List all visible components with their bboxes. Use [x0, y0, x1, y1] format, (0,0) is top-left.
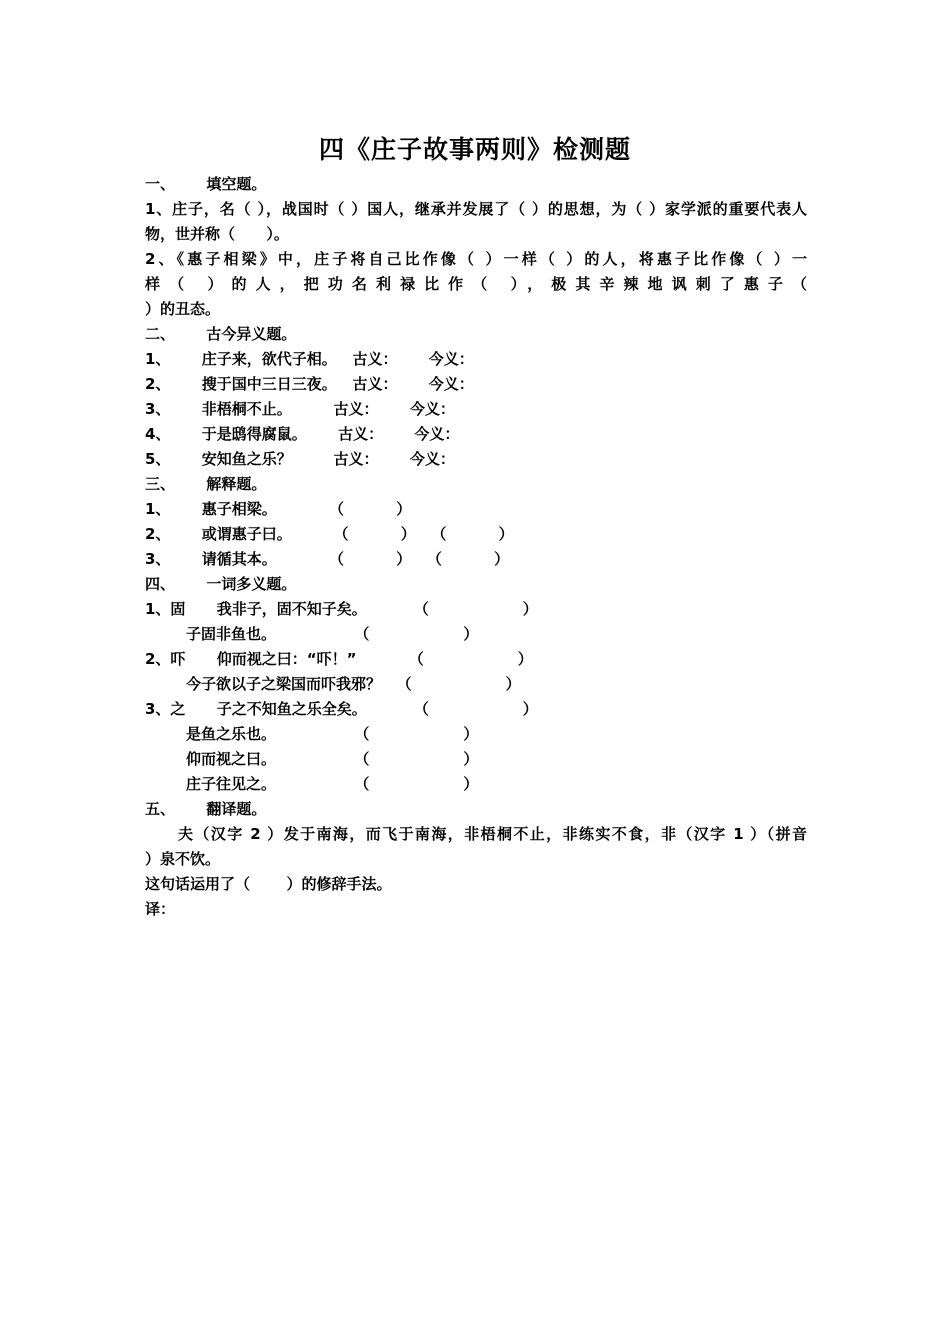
text-line: 二、 古今异义题。	[145, 325, 297, 343]
text-line: 译：	[145, 900, 176, 918]
text-line: 3、之 子之不知鱼之乐全矣。 （ ）	[145, 700, 538, 718]
text-line: 庄子往见之。 （ ）	[186, 775, 479, 793]
text-line: 五、 翻译题。	[145, 800, 267, 818]
text-line: 2、《惠子相梁》中，庄子将自己比作像（ ）一样（ ）的人，将惠子比作像（ ）一	[145, 250, 807, 268]
text-line: ）的丑态。	[145, 300, 221, 318]
text-line: 2、吓 仰而视之曰：“吓！” （ ）	[145, 650, 533, 668]
text-line: 1、 惠子相梁。 （ ）	[145, 500, 412, 518]
text-line: 2、 搜于国中三日三夜。 古义： 今义：	[145, 375, 474, 393]
text-line: 这句话运用了（ ）的修辞手法。	[145, 875, 392, 893]
text-line: 物，世并称（ ）。	[145, 225, 289, 243]
text-line: 一、 填空题。	[145, 175, 267, 193]
text-line: 仰而视之曰。 （ ）	[186, 750, 479, 768]
text-line: 1、 庄子来，欲代子相。 古义： 今义：	[145, 350, 474, 368]
text-line: 2、 或谓惠子曰。 （ ） （ ）	[145, 525, 514, 543]
text-line: 夫（汉字 2 ）发于南海，而飞于南海，非梧桐不止，非练实不食，非（汉字 1 ）（拼音	[178, 825, 807, 843]
text-line: ）泉不饮。	[145, 850, 221, 868]
text-line: 5、 安知鱼之乐？ 古义： 今义：	[145, 450, 455, 468]
text-line: 是鱼之乐也。 （ ）	[186, 725, 479, 743]
text-line: 4、 于是鸱得腐鼠。 古义： 今义：	[145, 425, 460, 443]
text-line: 1、固 我非子，固不知子矣。 （ ）	[145, 600, 538, 618]
text-line: 三、 解释题。	[145, 475, 267, 493]
document-body	[145, 172, 807, 922]
text-line: 四、 一词多义题。	[145, 575, 297, 593]
document-title: 四《庄子故事两则》检测题	[318, 135, 631, 164]
text-line: 1、庄子，名（ ），战国时（ ）国人，继承并发展了（ ）的思想，为（ ）家学派的重要代表人	[145, 200, 807, 218]
text-line: 子固非鱼也。 （ ）	[186, 625, 479, 643]
text-line: 今子欲以子之梁国而吓我邪？ （ ）	[186, 675, 521, 693]
text-line: 样（ ）的人，把功名利禄比作（ ），极其辛辣地讽刺了惠子（	[145, 275, 807, 293]
text-line: 3、 非梧桐不止。 古义： 今义：	[145, 400, 455, 418]
text-line: 3、 请循其本。 （ ） （ ）	[145, 550, 510, 568]
